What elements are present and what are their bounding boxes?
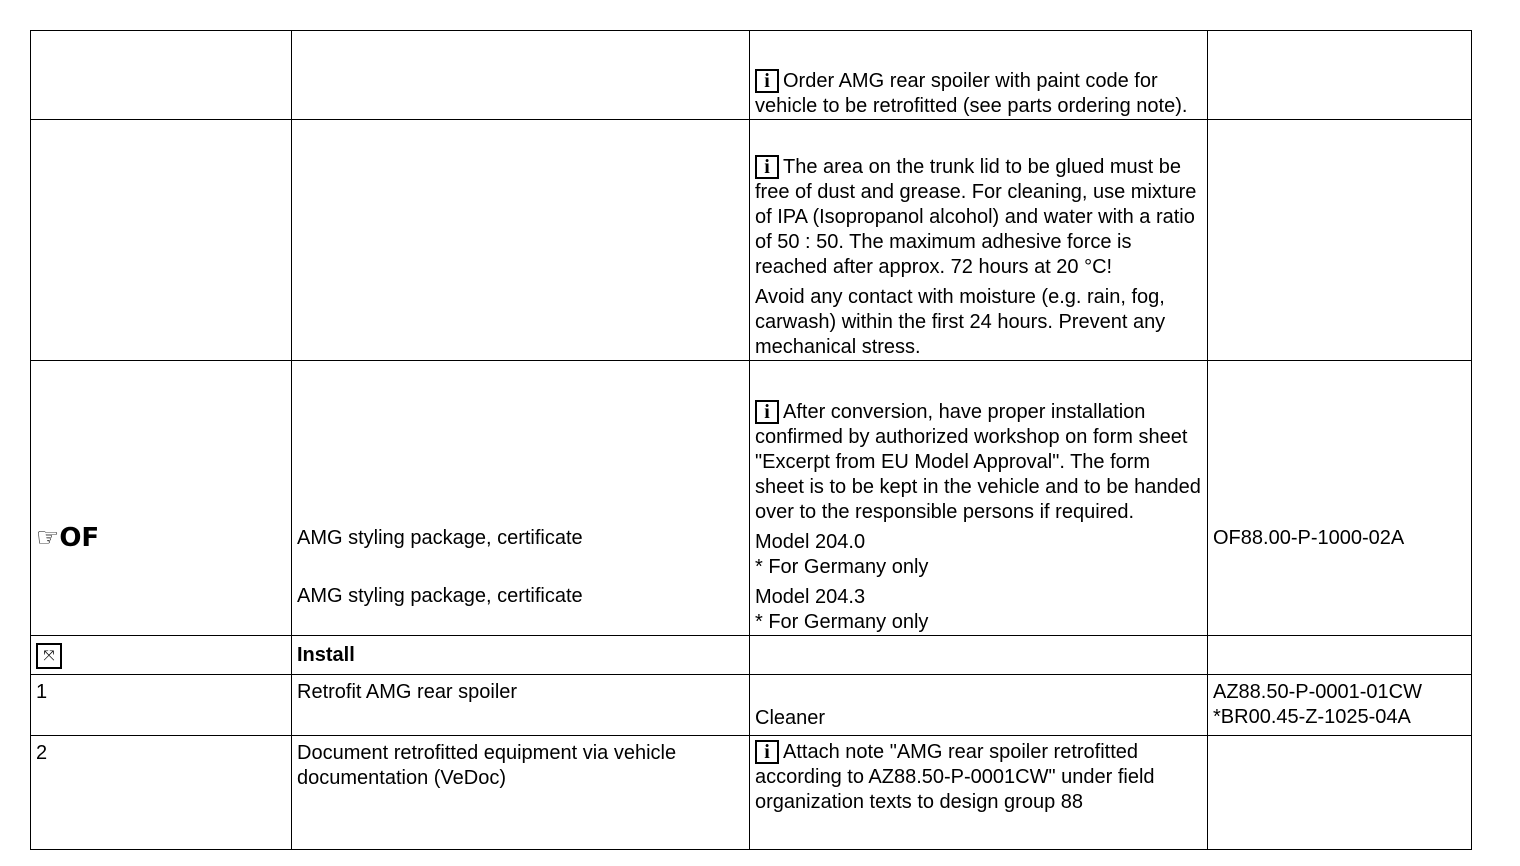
item-label: AMG styling package, certificate [297, 527, 583, 549]
table-row [31, 736, 1472, 850]
table-row [31, 31, 1472, 120]
cell-empty [31, 31, 292, 120]
item-label: AMG styling package, certificate [297, 585, 583, 607]
step-number: 1 [31, 675, 292, 736]
table-row [31, 361, 1472, 636]
cell-empty [292, 31, 750, 120]
reference-cell [1208, 675, 1472, 736]
note-cell [750, 120, 1208, 361]
document-reference-link[interactable]: OF88.00-P-1000-02A [1213, 527, 1405, 549]
hand-pointer-icon: ☞ [36, 522, 60, 552]
info-icon: i [755, 740, 779, 764]
info-icon: i [755, 155, 779, 179]
description-cell [292, 361, 750, 636]
cell-empty [292, 120, 750, 361]
note-cell [750, 361, 1208, 636]
cell-empty [1208, 636, 1472, 675]
install-icon: ⤧ [36, 643, 62, 669]
table-row [31, 120, 1472, 361]
note-text: Attach note "AMG rear spoiler retrofitted according to AZ88.50-P-0001CW" under field organization texts to design group 88 [755, 741, 1155, 813]
step-description: Document retrofitted equipment via vehicle documentation (VeDoc) [292, 736, 750, 850]
cell-empty [1208, 120, 1472, 361]
of-cell [31, 361, 292, 636]
cell-empty [750, 636, 1208, 675]
step-number: 2 [31, 736, 292, 850]
note-text: The area on the trunk lid to be glued must be free of dust and grease. For cleaning, use mixture of IPA (Isopropanol alcohol) and water with a ratio of 50 : 50. The maximum adhesive force is reached after approx. 72 hours at 20 °C! [755, 156, 1197, 278]
footnote-text: * For Germany only [755, 611, 929, 633]
cell-empty [31, 120, 292, 361]
info-icon: i [755, 69, 779, 93]
note-text: Order AMG rear spoiler with paint code for vehicle to be retrofitted (see parts ordering note). [755, 70, 1188, 117]
document-reference-link[interactable]: *BR00.45-Z-1025-04A [1213, 706, 1411, 728]
note-text: Avoid any contact with moisture (e.g. rain, fog, carwash) within the first 24 hours. Prevent any mechanical stress. [755, 286, 1166, 358]
note-cell [750, 31, 1208, 120]
procedure-table [30, 30, 1472, 850]
model-text: Model 204.3 [755, 586, 866, 608]
reference-cell [1208, 361, 1472, 636]
info-icon: i [755, 400, 779, 424]
of-label: OF [59, 523, 100, 553]
note-text: After conversion, have proper installation confirmed by authorized workshop on form sheet "Excerpt from EU Model Approval". The form sheet is to be kept in the vehicle and to be handed over to the responsible persons if required. [755, 401, 1201, 523]
cell-empty [1208, 736, 1472, 850]
document-reference-link[interactable]: AZ88.50-P-0001-01CW [1213, 681, 1422, 703]
step-description: Retrofit AMG rear spoiler [292, 675, 750, 736]
table-row [31, 636, 1472, 675]
footnote-text: * For Germany only [755, 556, 929, 578]
cell-empty [1208, 31, 1472, 120]
section-heading: Install [292, 636, 750, 675]
note-cell [750, 736, 1208, 850]
install-icon-cell [31, 636, 292, 675]
model-text: Model 204.0 [755, 531, 866, 553]
tool-text: Cleaner [750, 675, 1208, 736]
table-row [31, 675, 1472, 736]
